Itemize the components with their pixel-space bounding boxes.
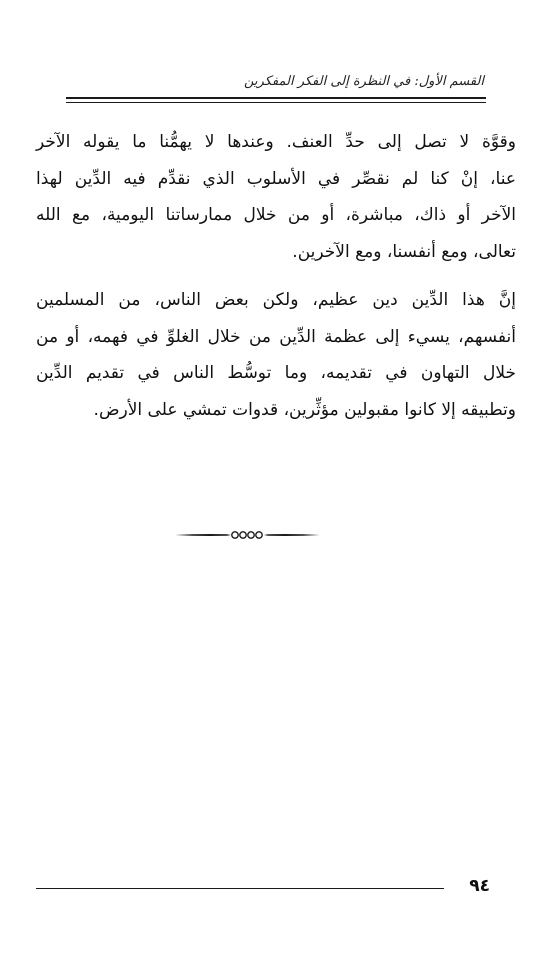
section-ornament <box>175 528 320 542</box>
text-line: وتطبيقه إلا كانوا مقبولين مؤثِّرين، قدوات تمشي على الأرض. <box>93 399 516 420</box>
header-rule <box>66 97 486 99</box>
header-rule-secondary <box>66 102 486 103</box>
text-line: أنفسهم، يسيء إلى عظمة الدِّين من خلال الغلوِّ في فهمه، أو من <box>36 326 516 347</box>
paragraph <box>36 124 516 270</box>
paragraph <box>36 282 516 428</box>
text-line: إنَّ هذا الدِّين دين عظيم، ولكن بعض الناس، من المسلمين <box>36 290 516 310</box>
page-number: ٩٤ <box>469 876 490 896</box>
text-line: الآخر أو ذاك، مباشرة، أو من خلال ممارساتنا اليومية، مع الله <box>36 205 516 225</box>
text-line: وقوَّة لا تصل إلى حدِّ العنف. وعندها لا يهمُّنا ما يقوله الآخر <box>36 132 516 152</box>
text-line: عنا، إنْ كنا لم نقصِّر في الأسلوب الذي نقدِّم فيه الدِّين لهذا <box>36 168 516 189</box>
running-header: القسم الأول: في النظرة إلى الفكر المفكرين <box>244 74 484 89</box>
body-text <box>36 124 516 428</box>
text-line: خلال التهاون في تقديمه، وما توسُّط الناس في تقديم الدِّين <box>36 363 516 383</box>
footer-rule <box>36 888 444 889</box>
text-line: تعالى، ومع أنفسنا، ومع الآخرين. <box>292 241 516 262</box>
